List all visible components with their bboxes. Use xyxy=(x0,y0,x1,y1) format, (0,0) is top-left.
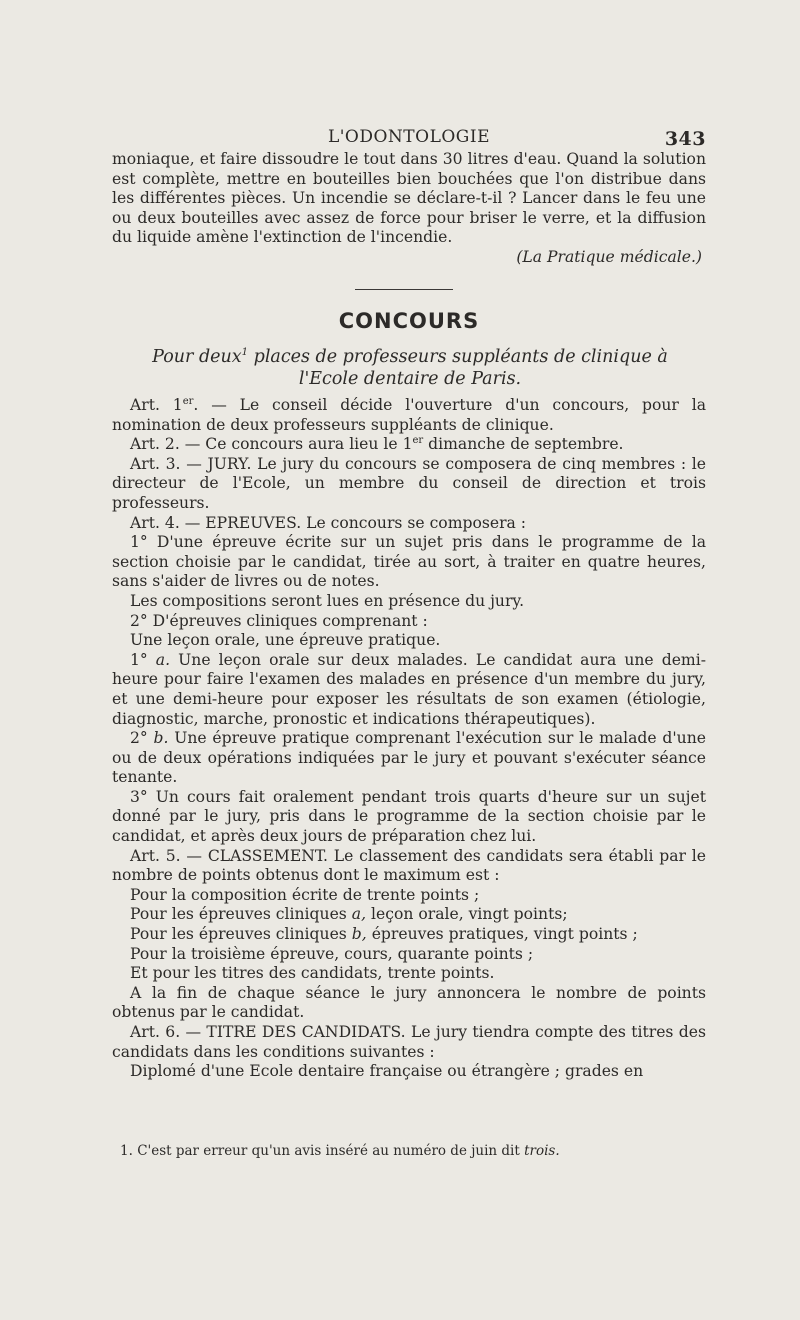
section-subheading xyxy=(140,346,680,390)
article-4-clinical-list: Une leçon orale, une épreuve pratique. xyxy=(130,631,441,650)
articles-block xyxy=(112,396,706,1082)
article-6-line: Diplomé d'une Ecole dentaire française ou étrangère ; grades en xyxy=(130,1062,644,1081)
article-4-reading: Les compositions seront lues en présence du jury. xyxy=(130,591,525,610)
article-5-oral-points xyxy=(112,905,706,925)
article-5-intro: Art. 5. — CLASSEMENT. Le classement des candidats sera établi par le nombre de points obtenus dont le maximum est : xyxy=(112,846,706,885)
footnote-marker[interactable]: 1 xyxy=(241,347,249,359)
footnote-text: C'est par erreur qu'un avis inséré au numéro de juin dit xyxy=(137,1143,520,1159)
item-text: Une leçon orale sur deux malades. Le candidat aura une demi-heure pour faire l'examen des malades en présence d'un membre du jury, et une demi-heure pour exposer les résultats de son examen (étiologie, diagnostic, marche, pronostic et indications thérapeutiques). xyxy=(112,650,706,728)
article-1-label: Art. 1 xyxy=(130,396,183,414)
article-4-oral-lesson xyxy=(112,651,706,729)
article-1-text: . — Le conseil décide l'ouverture d'un concours, pour la nomination de deux professeurs suppléants de clinique. xyxy=(112,396,706,434)
article-4-written-exam: 1° D'une épreuve écrite sur un sujet pris dans le programme de la section choisie par le candidat, tirée au sort, à traiter en quatre heures, sans s'aider de livres ou de notes. xyxy=(112,533,706,591)
item-letter: b. xyxy=(153,729,169,748)
item-letter: a, xyxy=(351,905,367,924)
item-letter: a. xyxy=(155,650,171,669)
page-number: 343 xyxy=(664,128,706,150)
item-number: 1° xyxy=(130,650,148,669)
section-heading: CONCOURS xyxy=(338,309,480,333)
item-letter: b, xyxy=(351,925,367,944)
intro-paragraph: moniaque, et faire dissoudre le tout dans 30 litres d'eau. Quand la solution est complète, mettre en bouteilles bien bouchées que l'on distribue dans les différentes pièces. Un incendie se déclare-t-il ? Lancer dans le feu une ou deux bouteilles avec assez de force pour briser le verre, et la diffusion du liquide amène l'extinction de l'incendie. xyxy=(112,150,706,247)
article-5-course-points: Pour la troisième épreuve, cours, quarante points ; xyxy=(130,944,534,963)
item-text: Pour les épreuves cliniques xyxy=(130,905,347,924)
article-2 xyxy=(112,435,706,455)
article-4-clinical: 2° D'épreuves cliniques comprenant : xyxy=(130,611,428,630)
item-number: 2° xyxy=(130,729,148,748)
item-text: Une épreuve pratique comprenant l'exécution sur le malade d'une ou de deux opérations indiquées par le jury et pouvant s'exécuter séance tenante. xyxy=(112,729,706,787)
article-2-label: Art. 2. — Ce concours aura lieu le 1 xyxy=(130,435,413,454)
footnote-emphasis: trois. xyxy=(524,1143,560,1159)
article-4-practical xyxy=(112,729,706,788)
intro-block xyxy=(112,150,706,268)
section-divider xyxy=(355,289,453,290)
footnote-number: 1. xyxy=(120,1143,133,1159)
article-1 xyxy=(112,396,706,435)
article-5-titles-points: Et pour les titres des candidats, trente points. xyxy=(130,964,495,983)
item-text: épreuves pratiques, vingt points ; xyxy=(371,925,638,944)
article-2-text: dimanche de septembre. xyxy=(428,435,624,454)
article-4-course: 3° Un cours fait oralement pendant trois quarts d'heure sur un sujet donné par le jury, pris dans le programme de la section choisie par le candidat, et après deux jours de préparation chez lui. xyxy=(112,787,706,846)
item-text: Pour les épreuves cliniques xyxy=(130,925,347,944)
footnote xyxy=(112,1142,706,1160)
journal-title: L'ODONTOLOGIE xyxy=(327,127,491,147)
intro-source: (La Pratique médicale.) xyxy=(516,247,702,266)
article-5-written-points: Pour la composition écrite de trente points ; xyxy=(130,885,480,904)
article-6-intro: Art. 6. — TITRE DES CANDIDATS. Le jury tiendra compte des titres des candidats dans les conditions suivantes : xyxy=(112,1023,706,1061)
subheading-part-1: Pour deux xyxy=(152,347,242,367)
article-3: Art. 3. — JURY. Le jury du concours se composera de cinq membres : le directeur de l'Ecole, un membre du conseil de direction et trois professeurs. xyxy=(112,454,706,512)
running-header xyxy=(112,127,706,151)
article-4-intro: Art. 4. — EPREUVES. Le concours se composera : xyxy=(130,513,527,532)
subheading-part-2: places de professeurs suppléants de clinique à l'Ecole dentaire de Paris. xyxy=(253,347,668,389)
article-1-sup: er xyxy=(182,395,194,407)
article-5-practical-points xyxy=(112,925,706,945)
article-5-announcement: A la fin de chaque séance le jury annoncera le nombre de points obtenus par le candidat. xyxy=(112,983,706,1022)
article-2-sup: er xyxy=(412,435,424,446)
item-text: leçon orale, vingt points; xyxy=(371,905,568,924)
